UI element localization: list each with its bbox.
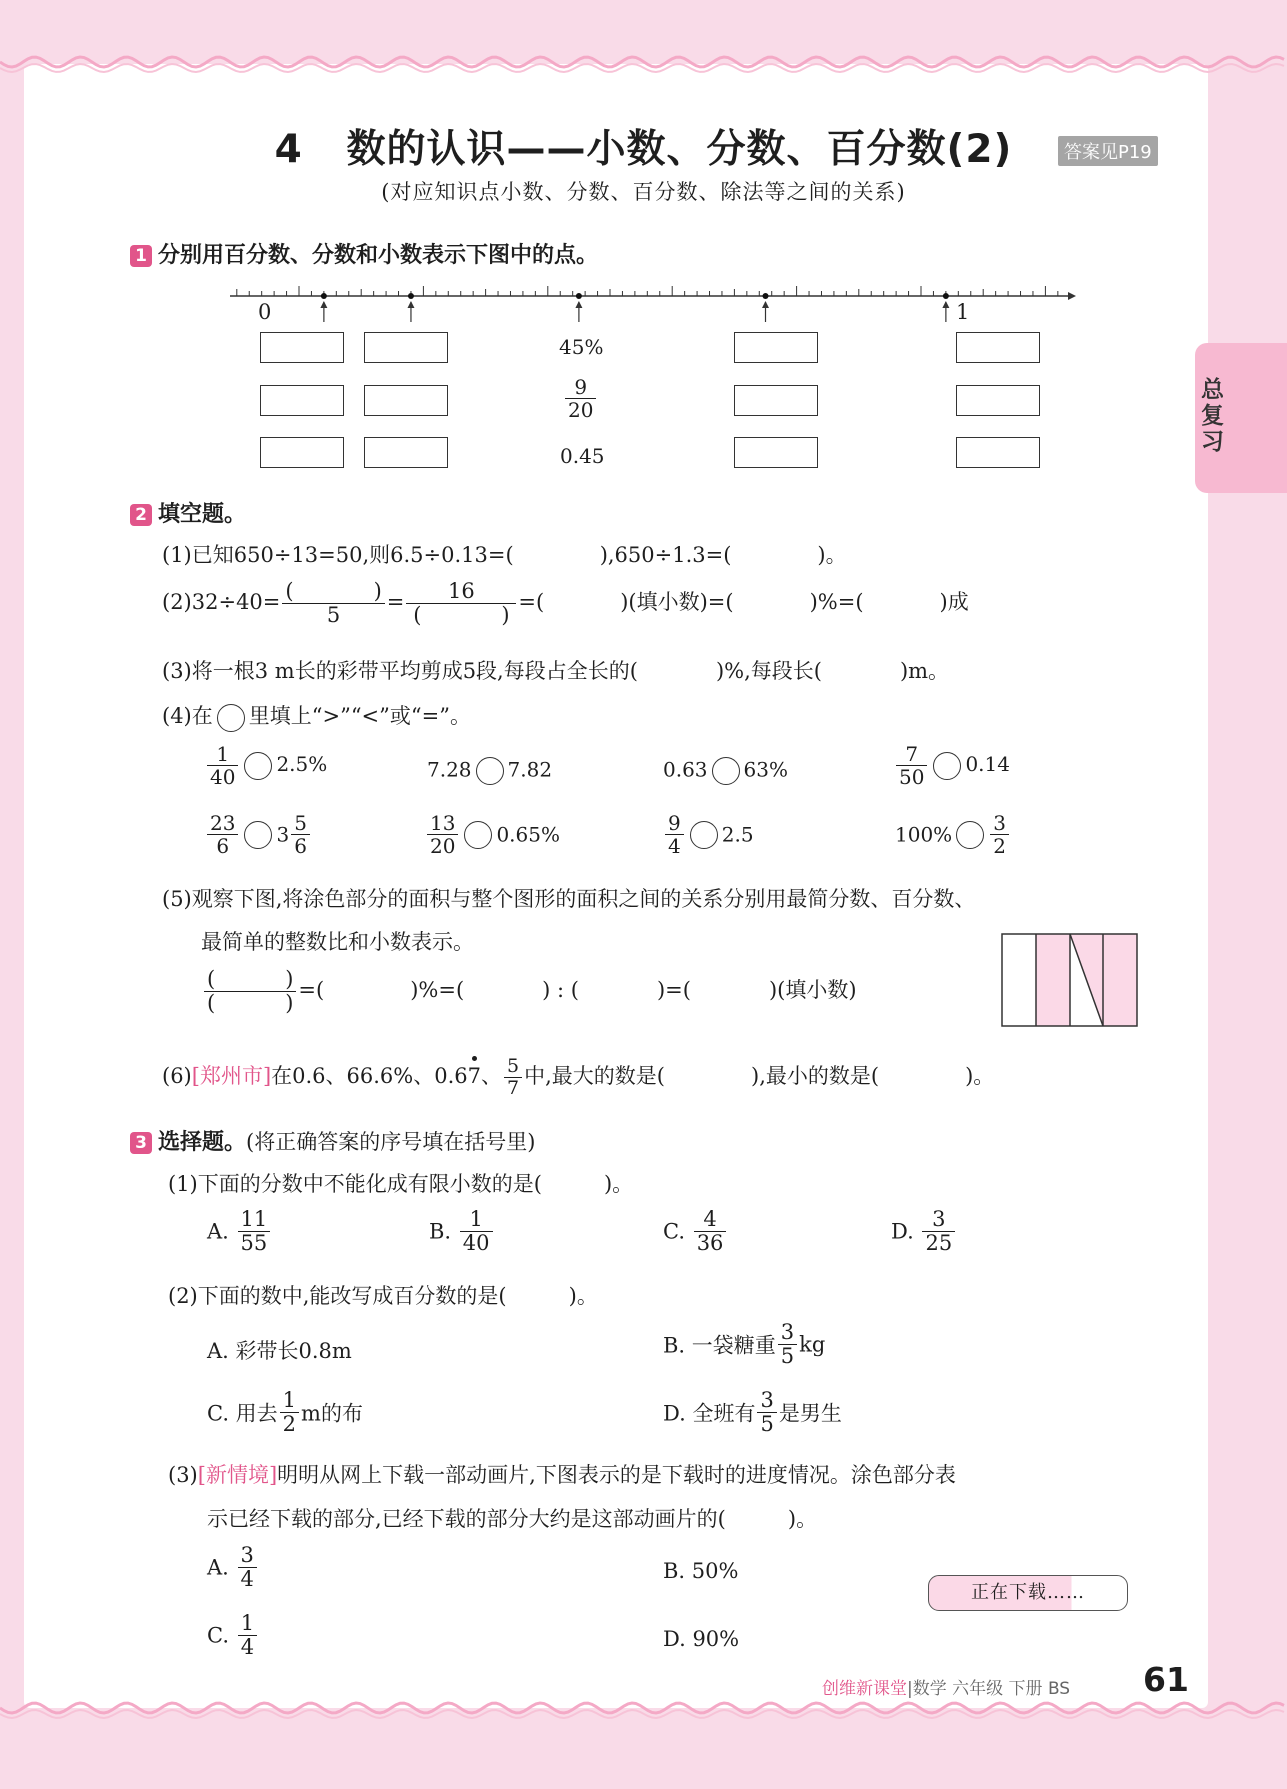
footer-rest: |数学 六年级 下册 BS xyxy=(907,1679,1071,1699)
option-label: D. xyxy=(891,1219,914,1244)
q2-p2-text-e: )成 xyxy=(939,590,969,615)
compare-r2c1 xyxy=(205,812,312,857)
q2-p3-text-c: )m。 xyxy=(899,659,950,683)
option-label: C. xyxy=(207,1623,229,1648)
paren-close: ) xyxy=(373,579,382,603)
q2-p6-text-d: ),最小的数是( xyxy=(751,1063,880,1088)
frac-num: 9 xyxy=(665,812,684,835)
paren-open: ( xyxy=(413,603,422,628)
frac-num: 1 xyxy=(280,1389,299,1413)
frac-num: 3 xyxy=(238,1544,257,1568)
frac-den: 4 xyxy=(240,1567,254,1592)
axis-one-label: 1 xyxy=(956,300,970,324)
q2-part6 xyxy=(162,1056,994,1099)
option-label: A. xyxy=(207,1219,229,1244)
q2-p5-text-e: )(填小数) xyxy=(768,978,857,1003)
footer-brand: 创维新课堂 xyxy=(822,1679,907,1699)
equals-sign: = xyxy=(386,590,405,615)
answer-box-p5-percent[interactable] xyxy=(956,332,1040,363)
q2-p2-text-c: )(填小数)=( xyxy=(620,590,734,615)
option-text: B. 一袋糖重 xyxy=(663,1333,776,1358)
option-text: C. 用去 xyxy=(207,1401,278,1426)
q3-part3-line2 xyxy=(207,1503,817,1533)
q2-p6-sep: 、 xyxy=(481,1063,503,1088)
download-progress-bar: 正在下载…… xyxy=(928,1575,1128,1611)
q2-heading xyxy=(130,497,246,528)
q3-p3-option-a[interactable] xyxy=(207,1544,259,1591)
bottom-wave-border xyxy=(0,1700,1287,1724)
q2-p1-text-b: ),650÷1.3=( xyxy=(599,543,732,567)
frac-den: 40 xyxy=(462,1231,490,1256)
q3-p3-option-c[interactable] xyxy=(207,1612,259,1659)
page-subtitle: (对应知识点小数、分数、百分数、除法等之间的关系) xyxy=(381,180,906,204)
top-wave-border xyxy=(0,52,1287,76)
compare-circle-r2c2[interactable] xyxy=(464,821,492,849)
given-fraction xyxy=(563,376,598,421)
option-unit: 是男生 xyxy=(778,1401,842,1426)
q3-part3-line1 xyxy=(168,1459,956,1489)
frac-num: 1 xyxy=(460,1208,493,1232)
compare-r2c2 xyxy=(425,812,560,857)
marked-point-5 xyxy=(943,293,949,299)
q3-p1-option-b[interactable] xyxy=(429,1208,495,1255)
answer-box-p4-decimal[interactable] xyxy=(734,437,818,468)
option-unit: m的布 xyxy=(301,1401,363,1426)
compare-circle-r1c4[interactable] xyxy=(933,752,961,780)
q2-number: 2 xyxy=(130,504,152,526)
section-number: 4 xyxy=(274,127,303,172)
q2-p6-text-a: (6) xyxy=(162,1063,192,1088)
q3-p1-option-c[interactable] xyxy=(663,1208,728,1255)
section-title: 数的认识——小数、分数、百分数(2) xyxy=(346,127,1013,172)
context-tag: [新情境] xyxy=(197,1463,278,1487)
q2-p3-text-a: (3)将一根3 m长的彩带平均剪成5段,每段占全长的( xyxy=(162,659,638,683)
shaded-rectangle-figure xyxy=(1001,933,1139,1027)
arrow-head-icon xyxy=(575,301,582,308)
q2-part2 xyxy=(162,580,969,627)
q2-p1-text-c: )。 xyxy=(817,543,847,567)
given-fraction-numerator: 9 xyxy=(565,376,596,399)
q3-part2 xyxy=(168,1280,598,1310)
frac-den: 2 xyxy=(993,834,1006,858)
q3-p2-option-b[interactable] xyxy=(663,1321,825,1368)
q3-p2-end: )。 xyxy=(568,1284,598,1308)
footer-book-info xyxy=(822,1674,1070,1699)
q1-number: 1 xyxy=(130,245,152,267)
q3-p3-end: )。 xyxy=(787,1507,818,1531)
option-unit: kg xyxy=(799,1332,826,1357)
q2-p5-frac-den[interactable] xyxy=(204,992,296,1015)
answer-box-p2-fraction[interactable] xyxy=(364,385,448,416)
frac-den: 6 xyxy=(216,834,230,858)
q3-p2-option-d[interactable] xyxy=(663,1389,842,1436)
q3-p2-text: (2)下面的数中,能改写成百分数的是( xyxy=(168,1284,507,1308)
q2-p6-text-c: 中,最大的数是( xyxy=(524,1063,665,1088)
q2-p2-frac1-num[interactable] xyxy=(282,580,384,604)
frac-den: 4 xyxy=(668,834,681,858)
answer-box-p1-percent[interactable] xyxy=(260,332,344,363)
q2-p2-frac2-num: 16 xyxy=(406,580,516,604)
q2-p3-text-b: )%,每段长( xyxy=(715,659,822,683)
compare-right: 0.14 xyxy=(965,752,1010,776)
paren-close: ) xyxy=(501,603,510,628)
q3-note: (将正确答案的序号填在括号里) xyxy=(246,1130,536,1154)
arrow-head-icon xyxy=(320,301,327,308)
q3-p3-option-d[interactable]: D. 90% xyxy=(663,1627,740,1651)
q3-p2-option-a[interactable]: A. 彩带长0.8m xyxy=(207,1339,352,1363)
q2-p4-text-b: 里填上“>”“<”或“=”。 xyxy=(248,704,471,728)
q3-p1-option-d[interactable] xyxy=(891,1208,957,1255)
q2-p6-text-b: 在0.6、66.6%、0.6 xyxy=(271,1063,468,1088)
answer-box-p5-decimal[interactable] xyxy=(956,437,1040,468)
frac-num: 1 xyxy=(238,1612,257,1636)
answer-box-p1-fraction[interactable] xyxy=(260,385,344,416)
frac-den: 25 xyxy=(925,1231,953,1256)
q1-text: 分别用百分数、分数和小数表示下图中的点。 xyxy=(158,243,599,268)
answer-box-p4-percent[interactable] xyxy=(734,332,818,363)
side-tab-label: 总复习 xyxy=(1201,377,1224,455)
compare-right: 2.5 xyxy=(721,822,754,847)
frac-den: 55 xyxy=(240,1231,268,1256)
q3-title: 选择题。 xyxy=(158,1130,247,1155)
q3-p3-text-b: 明明从网上下载一部动画片,下图表示的是下载时的进度情况。涂色部分表 xyxy=(277,1463,956,1487)
compare-circle-r1c1[interactable] xyxy=(244,752,272,780)
option-text: D. 全班有 xyxy=(663,1401,756,1426)
axis-arrow-icon xyxy=(1068,292,1076,300)
compare-circle-r2c1[interactable] xyxy=(244,821,272,849)
frac-num: 5 xyxy=(291,812,310,835)
q2-p5-text-b: )%=( xyxy=(410,978,465,1003)
marked-point-2 xyxy=(408,293,414,299)
compare-left: 7.28 xyxy=(427,757,472,782)
mixed-whole: 3 xyxy=(276,822,290,847)
compare-right: 7.82 xyxy=(507,757,553,782)
compare-right: 63% xyxy=(743,757,788,782)
arrow-head-icon xyxy=(407,301,414,308)
q2-p4-text-a: (4)在 xyxy=(162,704,213,728)
given-fraction-denominator: 20 xyxy=(568,398,594,422)
q2-p5-text-a: =( xyxy=(298,978,325,1003)
q3-p3-text-line2: 示已经下载的部分,已经下载的部分大约是这部动画片的( xyxy=(207,1507,726,1531)
q2-p2-text-b: =( xyxy=(518,590,545,615)
q3-heading xyxy=(130,1125,535,1156)
q2-p2-text-d: )%=( xyxy=(809,590,864,615)
compare-circle-r1c2[interactable] xyxy=(476,757,504,785)
answer-box-p5-fraction[interactable] xyxy=(956,385,1040,416)
compare-r1c2 xyxy=(427,757,552,785)
option-label: C. xyxy=(663,1219,685,1244)
paren-close: ) xyxy=(285,991,294,1016)
frac-den: 50 xyxy=(899,765,925,789)
q3-p1-option-a[interactable] xyxy=(207,1208,272,1255)
q2-p6-text-e: )。 xyxy=(965,1063,995,1088)
q3-p3-text-a: (3) xyxy=(168,1463,198,1487)
repeating-digit: 7 xyxy=(467,1063,482,1088)
q2-p5-line1: (5)观察下图,将涂色部分的面积与整个图形的面积之间的关系分别用最简分数、百分数、 xyxy=(162,887,976,911)
q3-number: 3 xyxy=(130,1132,152,1154)
q2-part3 xyxy=(162,655,949,685)
compare-circle-r2c3[interactable] xyxy=(690,821,718,849)
q2-part4 xyxy=(162,700,471,732)
region-tag: [郑州市] xyxy=(191,1063,272,1088)
q3-p1-text: (1)下面的分数中不能化成有限小数的是( xyxy=(168,1172,542,1196)
frac-den: 6 xyxy=(294,834,307,858)
q2-p2-frac1-den: 5 xyxy=(326,603,341,628)
compare-r2c3 xyxy=(663,812,754,857)
q2-p2-frac2-den[interactable] xyxy=(406,604,516,627)
frac-den: 5 xyxy=(780,1344,795,1369)
marked-point-4 xyxy=(763,293,769,299)
compare-left: 0.63 xyxy=(663,757,708,782)
q2-p5-text-c: ) : ( xyxy=(542,978,579,1003)
q3-p2-option-c[interactable] xyxy=(207,1389,363,1436)
compare-right: 0.65% xyxy=(496,822,560,847)
compare-r1c4 xyxy=(894,743,1010,788)
compare-r2c4 xyxy=(895,812,1011,857)
frac-den: 5 xyxy=(760,1412,774,1437)
paren-open: ( xyxy=(207,967,216,991)
frac-num: 23 xyxy=(207,812,238,835)
frac-num: 3 xyxy=(757,1389,776,1413)
compare-circle-r2c4[interactable] xyxy=(956,821,984,849)
given-decimal: 0.45 xyxy=(560,444,605,468)
answer-box-p2-decimal[interactable] xyxy=(364,437,448,468)
q2-p1-text-a: (1)已知650÷13=50,则6.5÷0.13=( xyxy=(162,543,514,567)
q2-p5-answers xyxy=(202,968,857,1015)
arrow-head-icon xyxy=(762,301,769,308)
frac-num: 7 xyxy=(896,743,927,766)
circle-icon xyxy=(217,704,245,732)
frac-num: 3 xyxy=(922,1208,955,1232)
frac-den: 20 xyxy=(430,834,456,858)
q2-p5-line2: 最简单的整数比和小数表示。 xyxy=(201,930,474,954)
given-percent: 45% xyxy=(559,335,604,359)
frac-num: 13 xyxy=(427,812,458,835)
frac-den: 4 xyxy=(240,1635,255,1660)
frac-num: 11 xyxy=(238,1208,271,1232)
page-number: 61 xyxy=(1143,1660,1189,1699)
paren-open: ( xyxy=(207,991,216,1016)
q2-part1 xyxy=(162,539,847,569)
q3-part1 xyxy=(168,1168,633,1198)
paren-open: ( xyxy=(285,579,294,603)
number-line xyxy=(220,278,1080,328)
marked-point-1 xyxy=(321,293,327,299)
answer-box-p1-decimal[interactable] xyxy=(260,437,344,468)
frac-num: 5 xyxy=(504,1056,522,1078)
frac-den: 40 xyxy=(210,765,236,789)
frac-num: 3 xyxy=(778,1321,797,1345)
option-label: A. xyxy=(207,1555,229,1580)
q3-p3-option-b[interactable]: B. 50% xyxy=(663,1559,739,1583)
answer-box-p4-fraction[interactable] xyxy=(734,385,818,416)
compare-r1c1 xyxy=(205,743,327,788)
compare-right: 2.5% xyxy=(276,752,328,776)
frac-den: 2 xyxy=(282,1412,297,1437)
axis-zero-label: 0 xyxy=(258,300,272,324)
arrow-head-icon xyxy=(942,301,949,308)
q2-p5-frac-num[interactable] xyxy=(204,968,296,992)
paren-close: ) xyxy=(285,967,294,991)
q2-p2-text-a: (2)32÷40= xyxy=(162,590,281,615)
q2-p5-text-d: )=( xyxy=(656,978,691,1003)
answer-reference-badge: 答案见P19 xyxy=(1058,136,1158,166)
frac-num: 1 xyxy=(207,743,238,766)
frac-den: 7 xyxy=(507,1076,520,1099)
compare-circle-r1c3[interactable] xyxy=(712,757,740,785)
q1-heading xyxy=(130,238,598,269)
q3-p1-end: )。 xyxy=(603,1172,634,1196)
q2-title: 填空题。 xyxy=(158,502,247,527)
option-label: B. xyxy=(429,1219,452,1244)
frac-num: 3 xyxy=(990,812,1009,835)
compare-left: 100% xyxy=(895,822,953,847)
frac-num: 4 xyxy=(694,1208,727,1232)
marked-point-3 xyxy=(576,293,582,299)
frac-den: 36 xyxy=(696,1231,724,1256)
compare-r1c3 xyxy=(663,757,788,785)
answer-box-p2-percent[interactable] xyxy=(364,332,448,363)
